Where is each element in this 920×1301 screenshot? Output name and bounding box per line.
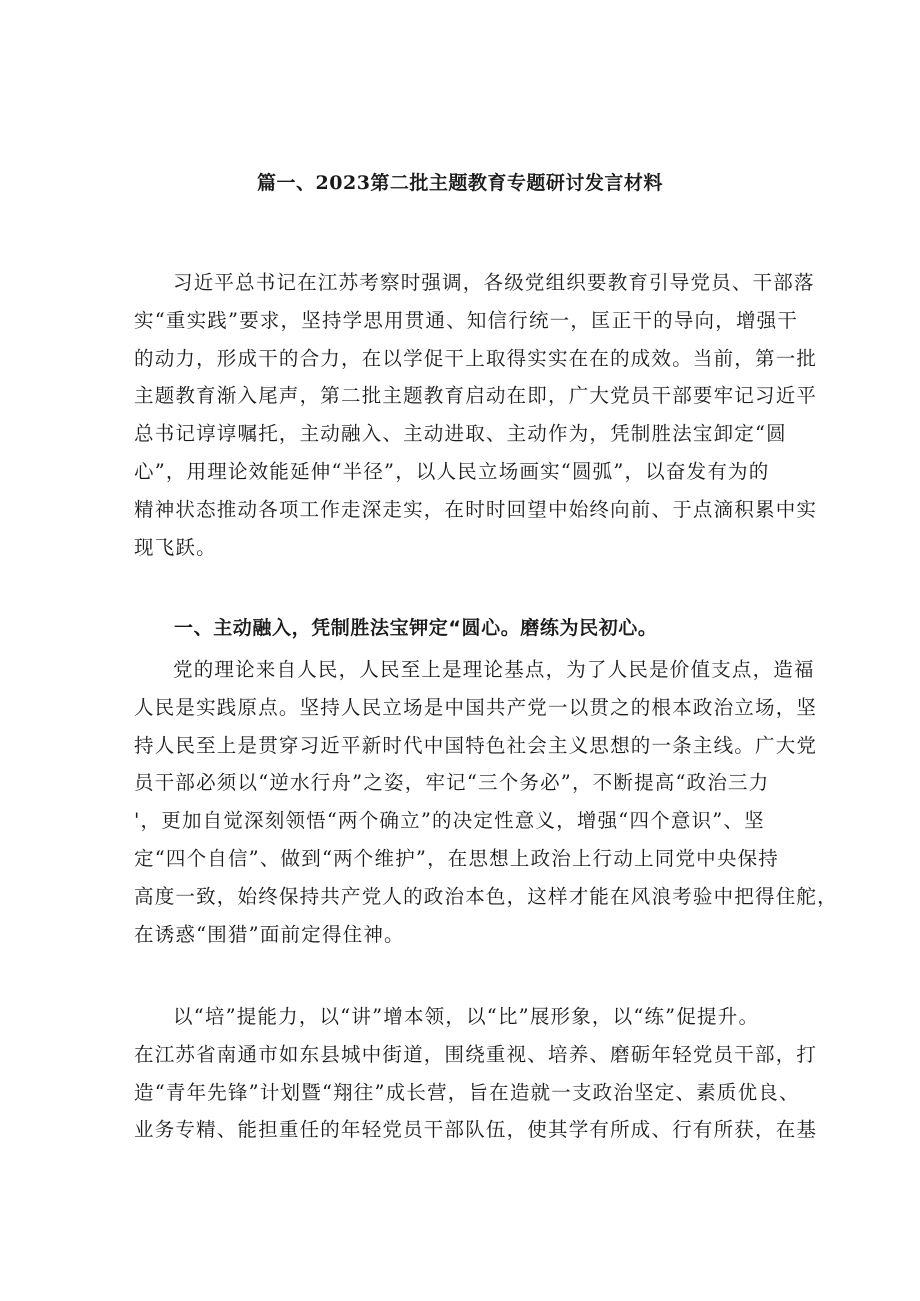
paragraph-2-line: 党的理论来自人民，人民至上是理论基点，为了人民是价值支点，造福: [173, 658, 815, 681]
paragraph-1-line: 主题教育渐入尾声，第二批主题教育启动在即，广大党员干部要牢记习近平: [134, 384, 818, 408]
paragraph-1-line: 的动力，形成干的合力，在以学促干上取得实实在在的成效。当前，第一批: [134, 346, 818, 370]
paragraph-3-line: 造“青年先锋”计划暨“翔往”成长营，旨在造就一支政治坚定、素质优良、: [134, 1080, 800, 1104]
paragraph-2-line: 高度一致，始终保持共产党人的政治本色，这样才能在风浪考验中把得住舵，: [134, 884, 838, 908]
section-heading-1: 一、主动融入，凭制胜法宝钾定“圆心。磨练为民初心。: [174, 617, 658, 639]
paragraph-3-line: 以“培”提能力，以“讲”增本领，以“比”展形象，以“练”促提升。: [173, 1005, 760, 1028]
paragraph-1-line: 习近平总书记在江苏考察时强调，各级党组织要教育引导党员、干部落: [173, 271, 815, 294]
paragraph-2-line: 员干部必须以“逆水行舟”之姿，牢记“三个务必”，不断提高“政治三力: [134, 771, 770, 795]
paragraph-2-line: 在诱惑“围猎”面前定得住神。: [134, 922, 405, 946]
paragraph-2-line: 人民是实践原点。坚持人民立场是中国共产党一以贯之的根本政治立场，坚: [134, 695, 818, 719]
paragraph-1-line: 总书记谆谆嘱托，主动融入、主动进取、主动作为，凭制胜法宝卸定“圆: [134, 422, 787, 446]
paragraph-2-line: '，更加自觉深刻领悟“两个确立”的决定性意义，增强“四个意识”、坚: [134, 809, 765, 833]
paragraph-2-line: 定“四个自信”、做到“两个维护”，在思想上政治上行动上同党中央保持: [134, 846, 779, 870]
paragraph-1: [134, 264, 818, 566]
paragraph-3-line: 业务专精、能担重任的年轻党员干部队伍，使其学有所成、行有所获，在基: [134, 1118, 818, 1142]
paragraph-1-line: 现飞跃。: [134, 535, 217, 559]
document-title: 篇一、2023第二批主题教育专题研讨发言材料: [257, 172, 663, 194]
paragraph-3-line: 在江苏省南通市如东县城中街道，围绕重视、培养、磨砺年轻党员干部，打: [134, 1042, 818, 1066]
paragraph-1-line: 实“重实践”要求，坚持学思用贯通、知信行统一，匡正干的导向，增强干: [134, 308, 799, 332]
paragraph-1-line: 精神状态推动各项工作走深走实，在时时回望中始终向前、于点滴积累中实: [134, 497, 818, 521]
paragraph-2-line: 持人民至上是贯穿习近平新时代中国特色社会主义思想的一条主线。广大党: [134, 733, 818, 757]
paragraph-1-line: 心”，用理论效能延伸“半径”，以人民立场画实“圆弧”，以奋发有为的: [134, 459, 770, 483]
paragraph-2: [134, 651, 838, 953]
paragraph-3: [134, 998, 818, 1149]
